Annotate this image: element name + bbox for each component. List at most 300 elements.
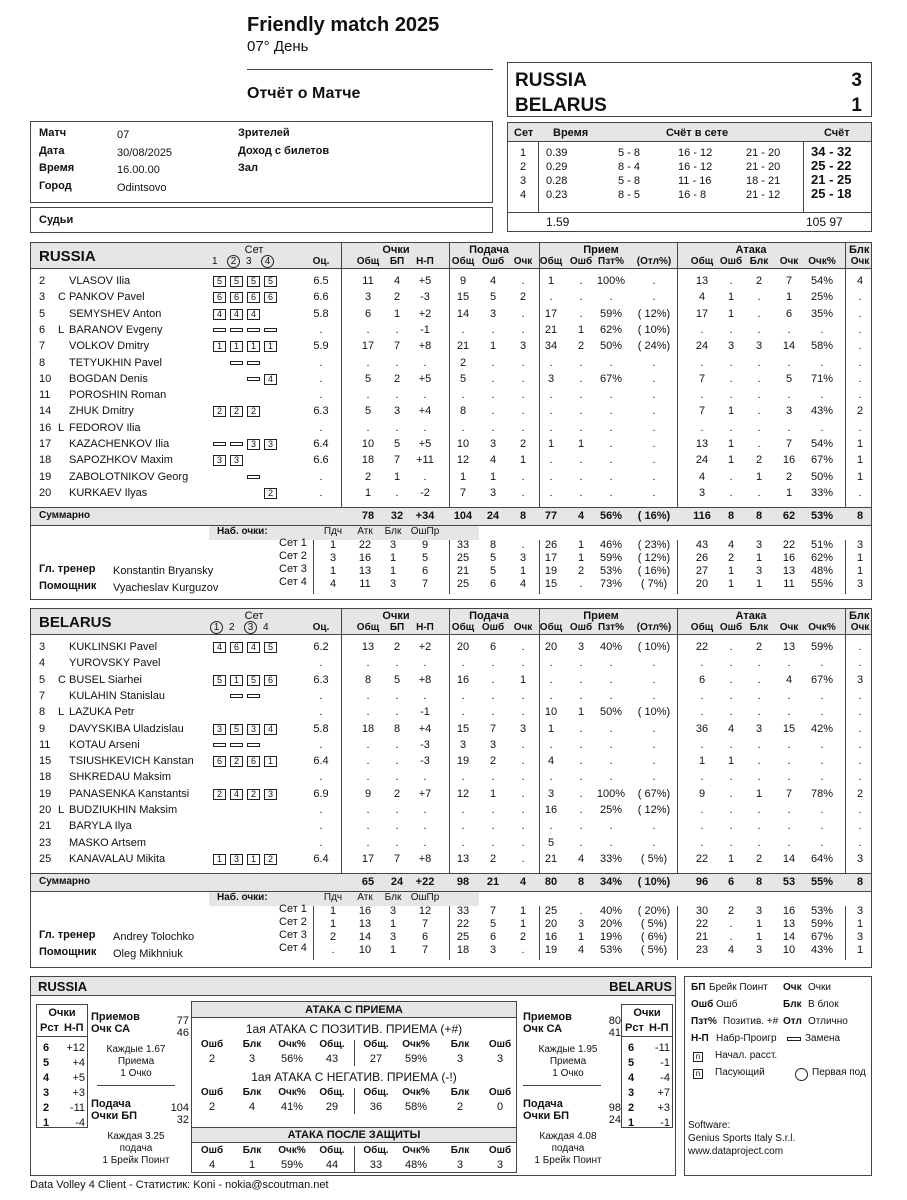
- header-sub: (Отл%): [636, 256, 672, 267]
- stat-cell: 62%: [599, 323, 623, 336]
- header-serve: Подача: [469, 244, 509, 256]
- stat-cell: .: [423, 421, 427, 434]
- rotation-number: 6: [628, 1042, 635, 1054]
- stat-cell: .: [423, 836, 427, 849]
- set-stat-cell: 2: [727, 552, 735, 564]
- set-stat-cell: 18: [456, 944, 470, 956]
- bench-marker: [247, 377, 260, 381]
- positive-attack-value: 3: [496, 1053, 504, 1065]
- stat-cell: 6.4: [313, 755, 329, 768]
- set-partial-3: 21 - 20: [746, 147, 781, 159]
- stat-cell: 16: [456, 673, 470, 686]
- match-day: 07° День: [247, 38, 309, 55]
- stat-cell: 3: [489, 438, 497, 450]
- set-partial-1: 8 - 4: [618, 161, 641, 173]
- away-reception-label-2: Очк СА: [523, 1023, 563, 1035]
- nab-cell: 6: [421, 565, 429, 577]
- rotation-number: 4: [43, 1072, 50, 1084]
- player-role: L: [58, 421, 65, 434]
- setter-icon: n: [693, 1069, 703, 1079]
- set-number: 4: [519, 189, 527, 201]
- home-serve-label-1: Подача: [91, 1098, 131, 1110]
- set-stat-cell: .: [729, 918, 733, 930]
- stat-cell: .: [319, 389, 323, 402]
- stat-cell: 1: [727, 291, 735, 304]
- stat-cell: .: [820, 421, 824, 434]
- total-cell: 96: [695, 876, 709, 888]
- stat-cell: .: [700, 820, 704, 833]
- set-stat-cell: ( 23%): [637, 539, 671, 551]
- rotation-value: -4: [660, 1072, 670, 1084]
- stat-cell: 15: [782, 722, 796, 735]
- table-row: [31, 437, 871, 453]
- stat-cell: .: [521, 852, 525, 865]
- stat-cell: 20: [544, 641, 558, 653]
- player-number: 3: [39, 641, 46, 653]
- stat-cell: .: [549, 771, 553, 784]
- rotation-box: 5: [230, 724, 243, 735]
- table-row: [31, 274, 871, 290]
- stat-cell: .: [395, 486, 399, 499]
- away-reception-note: Приема: [549, 1056, 587, 1067]
- rotation-value: +12: [66, 1042, 85, 1054]
- total-cell: 53: [782, 876, 796, 888]
- stat-cell: 7: [393, 340, 401, 353]
- set-number: 2: [519, 161, 527, 173]
- nab-cell: .: [331, 944, 335, 956]
- stat-cell: 1: [755, 787, 763, 800]
- nab-cell: 13: [358, 918, 372, 930]
- away-rotation-box: [621, 1004, 673, 1128]
- defense-attack-value: 3: [456, 1159, 464, 1171]
- home-sets-won: 3: [851, 70, 862, 91]
- set-duration: 0.23: [546, 189, 568, 201]
- total-cell: ( 10%): [637, 876, 671, 888]
- stat-cell: .: [787, 389, 791, 402]
- stat-cell: 3: [364, 291, 372, 304]
- set-partial-2: 16 - 12: [678, 161, 713, 173]
- stat-cell: .: [579, 291, 583, 304]
- player-name: PANKOV Pavel: [69, 291, 145, 304]
- column-divider: [539, 540, 540, 594]
- stat-cell: 9: [364, 787, 372, 800]
- set-stat-cell: 1: [755, 552, 763, 564]
- stat-cell: .: [521, 787, 525, 800]
- header-sub: (Отл%): [636, 622, 672, 633]
- header-sub: Очк%: [808, 622, 836, 633]
- stat-cell: .: [549, 356, 553, 369]
- stat-cell: .: [521, 486, 525, 499]
- legend-text: Набр-Проигр: [716, 1033, 777, 1044]
- stat-header: Ошб: [200, 1145, 224, 1156]
- stat-cell: -3: [420, 755, 430, 768]
- stat-cell: .: [521, 755, 525, 768]
- set-stat-cell: 1: [577, 931, 585, 943]
- rotation-box: 3: [247, 439, 260, 450]
- away-team-table: [30, 608, 872, 968]
- stat-cell: .: [757, 372, 761, 385]
- set-stat-cell: 1: [727, 578, 735, 590]
- stat-cell: 5: [364, 372, 372, 385]
- header-sub: Общ: [690, 256, 714, 267]
- stat-cell: .: [858, 372, 862, 385]
- stat-cell: .: [319, 706, 323, 719]
- table-row: [31, 640, 871, 656]
- stat-cell: .: [423, 771, 427, 784]
- away-serve-note: Каждая 4.08: [539, 1131, 597, 1142]
- set-stat-cell: 1: [519, 905, 527, 917]
- stat-cell: 3: [459, 738, 467, 751]
- stat-cell: .: [820, 323, 824, 336]
- stat-cell: 3: [727, 340, 735, 353]
- stat-cell: .: [787, 323, 791, 336]
- stat-cell: .: [787, 836, 791, 849]
- stat-cell: +2: [418, 307, 432, 320]
- set-stat-cell: 11: [783, 578, 795, 590]
- set-partial-2: 11 - 16: [678, 175, 712, 187]
- legend-text: Позитив. +#: [723, 1016, 779, 1027]
- stat-cell: .: [700, 657, 704, 670]
- set-number-header: 1: [212, 256, 218, 267]
- stat-cell: .: [521, 405, 525, 418]
- legend-key: Блк: [783, 999, 802, 1010]
- final-score-box: [507, 62, 872, 117]
- rotation-box: 6: [264, 675, 277, 686]
- set-row-label: Сет 1: [279, 903, 307, 915]
- stat-cell: +4: [418, 722, 432, 735]
- nab-cell: 22: [358, 539, 372, 551]
- set-stat-cell: 73%: [599, 578, 623, 590]
- hall-label: Зал: [238, 162, 258, 174]
- stat-cell: .: [549, 291, 553, 304]
- stat-cell: 18: [361, 722, 375, 735]
- stat-cell: 3: [489, 307, 497, 320]
- receipts-label: Доход с билетов: [238, 145, 330, 157]
- away-reception-value-2: 41: [608, 1027, 621, 1039]
- stat-cell: 2: [519, 291, 527, 304]
- total-cell: 8: [755, 510, 763, 522]
- stat-cell: .: [461, 689, 465, 702]
- away-reception-label-1: Приемов: [523, 1011, 572, 1023]
- stat-cell: .: [609, 421, 613, 434]
- match-value: 07: [117, 129, 130, 141]
- coach-name: Konstantin Bryansky: [113, 565, 214, 577]
- city-value: Odintsovo: [117, 182, 167, 194]
- player-name: LAZUKA Petr: [69, 706, 135, 719]
- table-row: [31, 486, 871, 502]
- set-stat-cell: 53%: [599, 565, 623, 577]
- stat-cell: .: [820, 356, 824, 369]
- stat-cell: 6.5: [313, 275, 329, 287]
- stat-cell: 13: [695, 438, 709, 450]
- stat-header: Общ.: [319, 1145, 345, 1156]
- stat-cell: 8: [393, 722, 401, 735]
- stat-cell: 1: [459, 470, 467, 483]
- set-stat-cell: 26: [695, 552, 709, 564]
- header-points: Очки: [382, 244, 410, 256]
- legend-key: БП: [691, 982, 706, 993]
- rotation-box: 4: [264, 374, 277, 385]
- stat-cell: 17: [695, 307, 709, 320]
- stat-header: Очк%: [278, 1145, 306, 1156]
- stat-cell: .: [787, 771, 791, 784]
- stat-cell: 1: [698, 755, 706, 768]
- stat-cell: .: [729, 275, 733, 287]
- rotation-box: 1: [264, 341, 277, 352]
- rotation-number: 1: [628, 1117, 635, 1129]
- table-row: [31, 372, 871, 388]
- set-stat-cell: 1: [856, 552, 864, 564]
- stat-cell: .: [521, 641, 525, 653]
- stat-cell: 2: [755, 852, 763, 865]
- stat-cell: .: [700, 836, 704, 849]
- rotation-value: +4: [72, 1057, 85, 1069]
- stat-cell: .: [652, 389, 656, 402]
- stat-cell: 24: [695, 340, 709, 353]
- stat-cell: .: [729, 356, 733, 369]
- rotation-box: 4: [213, 642, 226, 653]
- rotation-value: -1: [660, 1117, 670, 1129]
- nab-cell: 1: [389, 944, 397, 956]
- set-stat-cell: 3: [755, 944, 763, 956]
- set-stat-cell: 10: [782, 944, 796, 956]
- stat-cell: .: [579, 787, 583, 800]
- stat-cell: ( 5%): [640, 852, 668, 865]
- stat-cell: .: [700, 804, 704, 816]
- player-number: 20: [39, 804, 52, 816]
- player-name: BOGDAN Denis: [69, 372, 148, 385]
- rotation-box: 6: [230, 642, 243, 653]
- player-name: YUROVSKY Pavel: [69, 657, 161, 670]
- set-partial-3: 21 - 12: [746, 189, 781, 201]
- stat-cell: .: [319, 738, 323, 751]
- negative-attack-value: 2: [456, 1101, 464, 1113]
- defense-attack-value: 4: [208, 1159, 216, 1171]
- set-number-header: 1: [210, 621, 223, 634]
- stat-cell: .: [579, 486, 583, 499]
- set-stat-cell: 59%: [599, 552, 623, 564]
- nab-col-header: Пдч: [323, 892, 343, 903]
- stat-cell: 1: [489, 470, 497, 483]
- stat-cell: 2: [856, 405, 864, 418]
- rotation-box: 4: [213, 309, 226, 320]
- stat-cell: .: [820, 657, 824, 670]
- header-sub: Ошб: [719, 622, 743, 633]
- nab-label: Наб. очки:: [217, 892, 268, 903]
- nab-cell: 1: [329, 565, 337, 577]
- first-serve-icon: [795, 1068, 808, 1081]
- sets-col-set-score: Счёт в сете: [666, 127, 729, 139]
- stat-cell: .: [820, 771, 824, 784]
- stat-cell: .: [579, 307, 583, 320]
- stat-cell: .: [491, 836, 495, 849]
- set-stat-cell: 1: [755, 578, 763, 590]
- legend-text: Отлично: [808, 1016, 848, 1027]
- player-name: TETYUKHIN Pavel: [69, 356, 162, 369]
- stat-cell: .: [579, 771, 583, 784]
- header-sub: Ошб: [481, 256, 505, 267]
- set-number: 3: [519, 175, 527, 187]
- stat-cell: .: [549, 689, 553, 702]
- rotation-box: 5: [264, 276, 277, 287]
- stat-cell: .: [858, 771, 862, 784]
- rotation-box: 2: [247, 789, 260, 800]
- stat-cell: .: [700, 356, 704, 369]
- set-stat-cell: 3: [755, 905, 763, 917]
- set-stat-cell: 1: [755, 918, 763, 930]
- nab-cell: 1: [329, 918, 337, 930]
- rotation-col-header: Н-П: [649, 1022, 669, 1034]
- home-serve-note: подача: [119, 1143, 153, 1154]
- set-stat-cell: 5: [489, 552, 497, 564]
- rotation-box: 6: [247, 292, 260, 303]
- stat-cell: .: [395, 657, 399, 670]
- stat-cell: .: [652, 372, 656, 385]
- stat-cell: .: [549, 389, 553, 402]
- nab-col-header: Атк: [357, 892, 373, 903]
- header-sub: Общ: [690, 622, 714, 633]
- player-name: KUKLINSKI Pavel: [69, 641, 158, 653]
- totals-label: Суммарно: [39, 510, 91, 521]
- stat-cell: .: [319, 372, 323, 385]
- stat-cell: 16: [782, 454, 796, 467]
- stat-header: Очк%: [402, 1145, 430, 1156]
- rotation-box: 1: [264, 756, 277, 767]
- stat-cell: 10: [456, 438, 470, 450]
- stat-cell: .: [787, 738, 791, 751]
- stat-cell: .: [395, 389, 399, 402]
- stat-cell: .: [787, 820, 791, 833]
- stat-cell: .: [787, 804, 791, 816]
- set-stat-cell: 14: [782, 931, 796, 943]
- rotation-box: 5: [264, 642, 277, 653]
- total-cell: 4: [577, 510, 585, 522]
- rotation-box: 5: [230, 276, 243, 287]
- rotation-box: 1: [247, 341, 260, 352]
- home-serve-label-2: Очки БП: [91, 1110, 138, 1122]
- stat-cell: .: [395, 836, 399, 849]
- stat-cell: .: [652, 657, 656, 670]
- time-value: 16.00.00: [117, 164, 160, 176]
- stat-cell: 13: [361, 641, 375, 653]
- header-sub: Ошб: [719, 256, 743, 267]
- total-cell: 104: [453, 510, 473, 522]
- away-reception-value-1: 80: [608, 1015, 621, 1027]
- table-row: [31, 803, 871, 819]
- player-number: 18: [39, 454, 52, 467]
- stat-cell: 1: [393, 307, 401, 320]
- header-sub: Очк: [779, 256, 799, 267]
- header-serve: Подача: [469, 610, 509, 622]
- stat-cell: .: [652, 673, 656, 686]
- stat-cell: .: [319, 486, 323, 499]
- stat-cell: .: [366, 820, 370, 833]
- stat-cell: ( 12%): [637, 804, 671, 816]
- stat-cell: 2: [459, 356, 467, 369]
- stat-cell: 1: [727, 454, 735, 467]
- assistant-label: Помощник: [39, 580, 97, 592]
- header-sub: Оц.: [312, 256, 330, 267]
- stat-cell: ( 10%): [637, 323, 671, 336]
- stat-cell: 12: [456, 454, 470, 467]
- stat-cell: .: [549, 421, 553, 434]
- nab-cell: 16: [358, 905, 372, 917]
- stat-cell: .: [700, 389, 704, 402]
- player-name: BUSEL Siarhei: [69, 673, 142, 686]
- stat-cell: 4: [489, 454, 497, 467]
- stat-cell: +5: [418, 438, 432, 450]
- stat-cell: .: [521, 771, 525, 784]
- stat-cell: .: [395, 706, 399, 719]
- stat-cell: .: [491, 657, 495, 670]
- rotation-number: 6: [43, 1042, 50, 1054]
- stat-cell: .: [858, 706, 862, 719]
- stat-cell: 3: [393, 405, 401, 418]
- stat-cell: 59%: [810, 641, 834, 653]
- rotation-box: 2: [230, 756, 243, 767]
- stat-cell: .: [700, 771, 704, 784]
- stat-cell: .: [549, 470, 553, 483]
- defense-attack-value: 33: [369, 1159, 383, 1171]
- table-row: [31, 290, 871, 306]
- nab-cell: 1: [389, 918, 397, 930]
- stat-cell: .: [461, 323, 465, 336]
- total-cell: 4: [519, 876, 527, 888]
- stat-cell: .: [521, 389, 525, 402]
- stat-cell: .: [729, 486, 733, 499]
- player-number: 8: [39, 356, 46, 369]
- stat-cell: 21: [544, 852, 558, 865]
- stat-cell: 42%: [810, 722, 834, 735]
- set-stat-cell: 62%: [810, 552, 834, 564]
- player-name: BARYLA Ilya: [69, 820, 132, 833]
- rotation-box: 5: [247, 675, 260, 686]
- stat-cell: .: [757, 307, 761, 320]
- set-stat-cell: 27: [695, 565, 709, 577]
- stat-cell: .: [521, 307, 525, 320]
- stat-cell: 4: [698, 470, 706, 483]
- stat-cell: 40%: [599, 641, 623, 653]
- legend-first-serve: Первая под: [812, 1067, 866, 1078]
- set-stat-cell: 1: [856, 944, 864, 956]
- stat-cell: 5: [364, 405, 372, 418]
- stat-cell: .: [609, 470, 613, 483]
- legend-key: Очк: [783, 982, 802, 993]
- total-cell: 8: [519, 510, 527, 522]
- legend-server: Пасующий: [715, 1067, 765, 1078]
- bench-marker: [230, 361, 243, 365]
- set-final-score: 25 - 18: [811, 186, 852, 201]
- set-stat-cell: 1: [755, 931, 763, 943]
- stat-cell: 2: [393, 372, 401, 385]
- stat-cell: 17: [361, 852, 375, 865]
- rotation-col-header: Н-П: [64, 1022, 84, 1034]
- stat-cell: .: [729, 421, 733, 434]
- stat-cell: .: [395, 804, 399, 816]
- starting-lineup-icon: n: [693, 1052, 703, 1062]
- stat-cell: .: [609, 738, 613, 751]
- stat-cell: 19: [456, 755, 470, 768]
- stat-cell: 5: [489, 291, 497, 304]
- stat-cell: 13: [782, 641, 796, 653]
- header-sub: Ошб: [569, 256, 593, 267]
- stat-header: Ошб: [200, 1087, 224, 1098]
- player-name: KANAVALAU Mikita: [69, 852, 166, 865]
- total-cell: 6: [727, 876, 735, 888]
- set-stat-cell: 5: [489, 918, 497, 930]
- player-name: PANASENKA Kanstantsi: [69, 787, 190, 800]
- stat-cell: .: [461, 820, 465, 833]
